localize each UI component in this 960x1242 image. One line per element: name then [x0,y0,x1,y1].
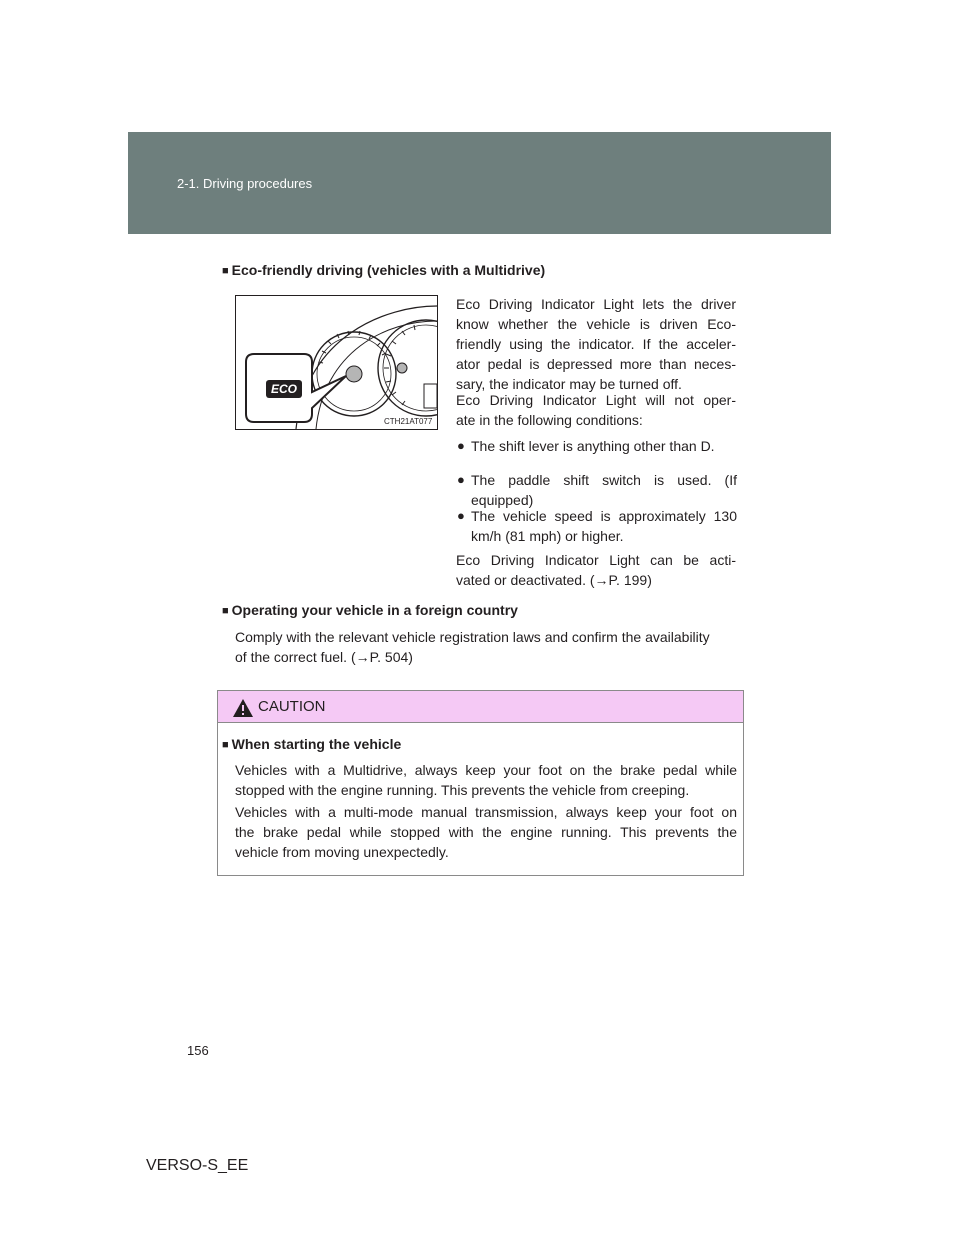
caution-label: CAUTION [258,698,326,715]
text-line: the brake pedal while stopped with the engine running. This prevents the [235,824,737,840]
eco-conditions-paragraph [456,390,736,430]
text-line: friendly using the indicator. If the acceler- [456,336,736,352]
section-title: 2-1. Driving procedures [177,176,313,191]
eco-indicator-figure [235,295,438,430]
foreign-heading [222,602,518,618]
square-bullet-icon: ■ [222,739,229,751]
text-line: Eco Driving Indicator Light can be acti- [456,552,736,568]
text-line: vated or deactivated. (→P. 199) [456,572,652,588]
text-line: sary, the indicator may be turned off. [456,376,682,392]
caution-paragraph-2 [235,802,737,862]
bullet-dot-icon: ● [457,508,465,523]
eco-intro-paragraph [456,294,736,394]
text-line: The paddle shift switch is used. (If [471,472,737,488]
text-line: ate in the following conditions: [456,412,643,428]
text-line: The shift lever is anything other than D. [471,438,715,454]
text-line: The vehicle speed is approximately 130 [471,508,737,524]
text-line: equipped) [471,492,534,508]
text-line: km/h (81 mph) or higher. [471,528,624,544]
square-bullet-icon: ■ [222,605,229,617]
text-line: Vehicles with a multi-mode manual transmission, always keep your foot on [235,804,737,820]
text-line: Eco Driving Indicator Light will not oper- [456,392,736,408]
eco-activate-paragraph [456,550,736,590]
foreign-heading-text: Operating your vehicle in a foreign country [231,602,518,618]
text-line: ator pedal is depressed more than neces- [456,356,736,372]
caution-heading [222,736,401,752]
caution-paragraph-1 [235,760,737,800]
caution-heading-text: When starting the vehicle [231,736,402,752]
eco-heading [222,262,545,278]
bullet-dot-icon: ● [457,472,465,487]
square-bullet-icon: ■ [222,265,229,277]
figure-code: CTH21AT077 [384,417,433,426]
page-number: 156 [187,1043,209,1058]
instrument-cluster-illustration [236,296,437,429]
condition-bullet [457,436,737,456]
warning-triangle-icon [232,698,254,718]
foreign-paragraph [235,627,745,667]
text-line: vehicle from moving unexpectedly. [235,844,449,860]
text-line: Comply with the relevant vehicle registration laws and confirm the availability [235,629,710,645]
footer-code: VERSO-S_EE [146,1157,249,1174]
text-line: know whether the vehicle is driven Eco- [456,316,736,332]
eco-heading-text: Eco-friendly driving (vehicles with a Multidrive) [231,262,546,278]
text-line: stopped with the engine running. This prevents the vehicle from creeping. [235,782,690,798]
text-line: of the correct fuel. (→P. 504) [235,649,413,665]
bullet-dot-icon: ● [457,438,465,453]
eco-badge-label: ECO [270,382,297,396]
text-line: Vehicles with a Multidrive, always keep your foot on the brake pedal while [235,762,737,778]
text-line: Eco Driving Indicator Light lets the driver [456,296,736,312]
condition-bullet [457,506,737,546]
condition-bullet [457,470,737,510]
